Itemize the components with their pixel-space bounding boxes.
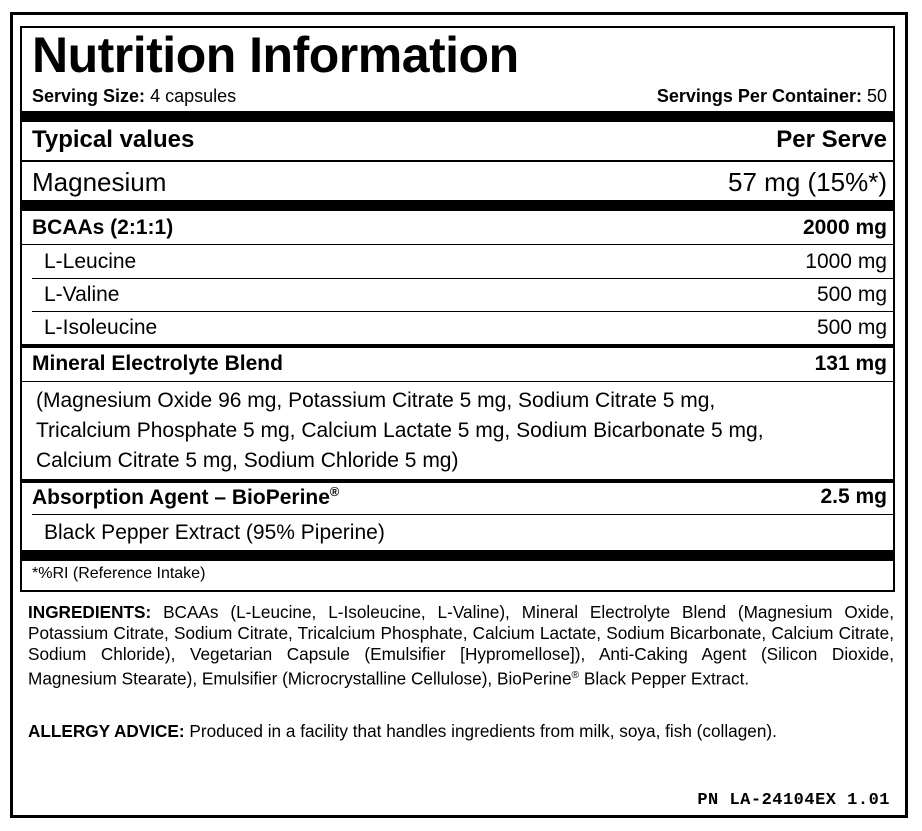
mineral-blend-detail: Tricalcium Phosphate 5 mg, Calcium Lactate 5 mg, Sodium Bicarbonate 5 mg,: [36, 419, 764, 442]
mineral-blend-name: Mineral Electrolyte Blend: [32, 352, 283, 375]
serving-size-label: Serving Size:: [32, 86, 146, 106]
bcaa-item-amount: 500 mg: [816, 316, 887, 339]
divider: [32, 514, 893, 515]
allergy-text: Produced in a facility that handles ingredients from milk, soya, fish (collagen).: [184, 721, 777, 741]
mineral-blend-detail: Calcium Citrate 5 mg, Sodium Chloride 5 mg): [36, 449, 459, 472]
divider: [22, 244, 893, 245]
header-typical-values: Typical values: [32, 126, 195, 153]
bcaas-name: BCAAs (2:1:1): [32, 216, 174, 239]
bcaa-item-name: L-Valine: [44, 283, 120, 306]
ingredients-text: BCAAs (L-Leucine, L-Isoleucine, L-Valine), Mineral Electrolyte Blend (Magnesium Oxide, Potassium Citrate, Sodium Citrate, Tricalcium Phosphate, Calcium Lactate, Sodium Bicarbonate, Calcium Citrate, Sodium Chloride), Vegetarian Capsule (Emulsifier [Hypromellose]), Anti-Caking Agent (Silicon Dioxide, Magnesium Stearate), Emulsifier (Microcrystalline Cellulose), BioPerine: [28, 602, 894, 689]
absorption-agent-name: [32, 485, 339, 510]
divider-medium: [22, 479, 893, 483]
trademark-symbol: ®: [329, 485, 340, 499]
allergy-label: ALLERGY ADVICE:: [28, 721, 185, 741]
divider-medium: [22, 344, 893, 348]
part-number: PN LA-24104EX 1.01: [697, 791, 890, 810]
serving-size: [32, 86, 236, 107]
divider-thick: [22, 550, 893, 561]
absorption-agent-amount: 2.5 mg: [820, 485, 887, 508]
servings-value: 50: [866, 86, 887, 106]
magnesium-name: Magnesium: [32, 167, 167, 197]
divider: [32, 311, 893, 312]
bcaas-amount: 2000 mg: [802, 216, 887, 239]
divider-thick: [22, 200, 893, 211]
allergy-advice: [28, 721, 777, 742]
servings-per-container: [657, 86, 887, 107]
ingredients-label: INGREDIENTS:: [28, 602, 152, 622]
divider: [22, 381, 893, 382]
absorption-agent-detail: Black Pepper Extract (95% Piperine): [44, 521, 385, 544]
ingredients-text-end: Black Pepper Extract.: [579, 668, 750, 689]
footnote: *%RI (Reference Intake): [32, 565, 206, 582]
nutrition-panel: [20, 26, 895, 592]
header-per-serve: Per Serve: [776, 126, 887, 153]
trademark-symbol: ®: [571, 670, 580, 681]
serving-size-value: 4 capsules: [150, 86, 237, 106]
ingredients-section: [28, 602, 894, 690]
divider: [32, 278, 893, 279]
bcaa-item-name: L-Leucine: [44, 250, 137, 273]
mineral-blend-detail: (Magnesium Oxide 96 mg, Potassium Citrate 5 mg, Sodium Citrate 5 mg,: [36, 389, 716, 412]
panel-title: Nutrition Information: [32, 27, 519, 83]
mineral-blend-amount: 131 mg: [814, 352, 887, 375]
divider: [22, 160, 893, 162]
divider-thick: [22, 111, 893, 122]
bcaa-item-name: L-Isoleucine: [44, 316, 158, 339]
servings-label: Servings Per Container:: [656, 86, 862, 106]
absorption-agent-label: Absorption Agent – BioPerine: [32, 486, 330, 509]
magnesium-amount: 57 mg (15%*): [728, 167, 887, 197]
bcaa-item-amount: 500 mg: [816, 283, 887, 306]
bcaa-item-amount: 1000 mg: [805, 250, 887, 273]
